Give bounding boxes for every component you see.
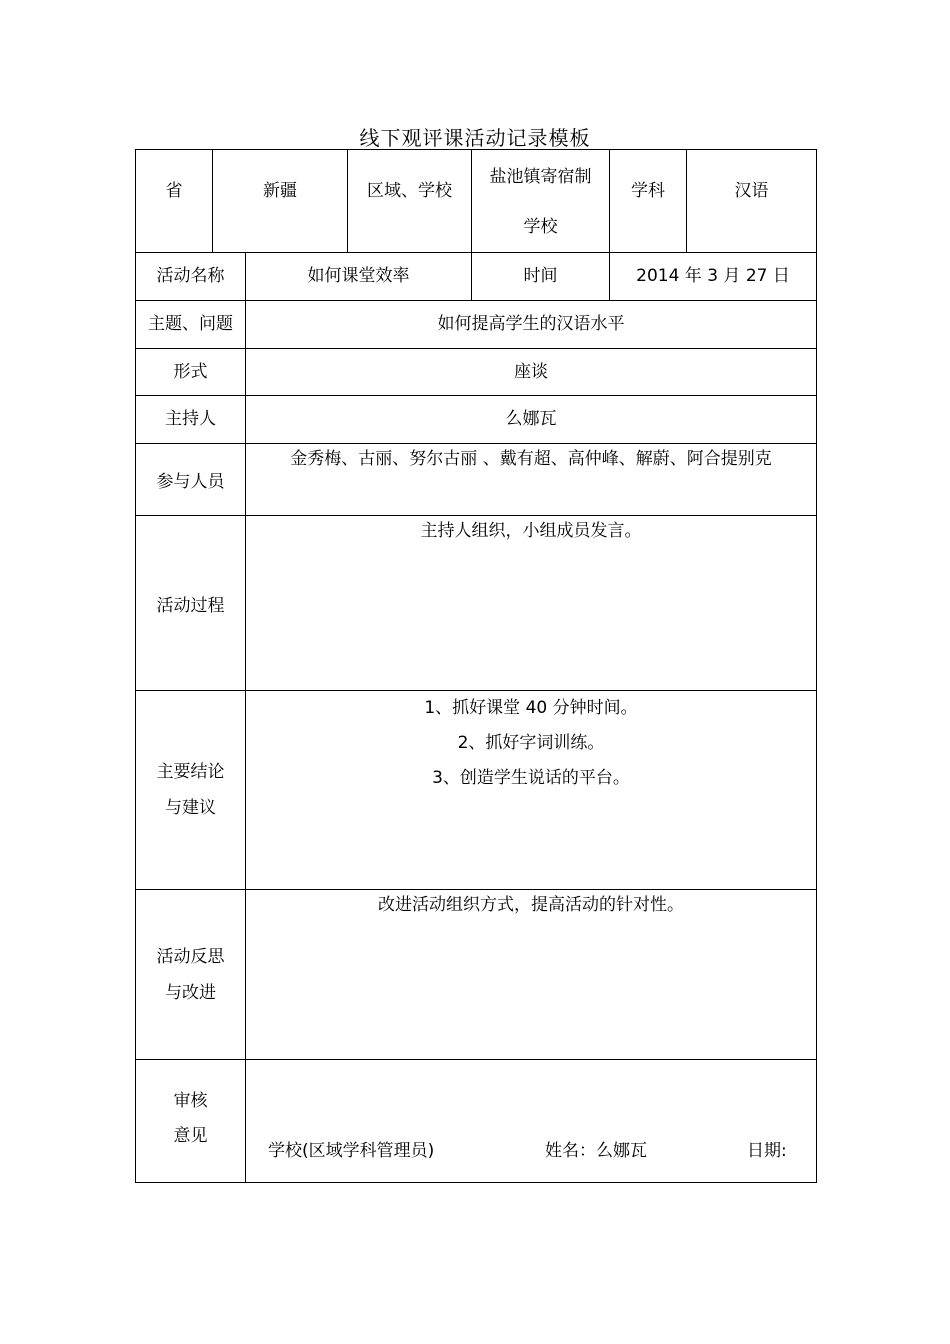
review-date-label: 日期:: [747, 1141, 787, 1161]
province-value: 新疆: [213, 150, 348, 253]
reflection-row: [136, 890, 817, 1060]
reflection-label: [136, 890, 246, 1060]
review-school-label: 学校(区域学科管理员): [268, 1141, 435, 1161]
process-value: 主持人组织，小组成员发言。: [246, 516, 817, 691]
review-name: 姓名：么娜瓦: [545, 1141, 647, 1161]
host-row: [136, 396, 817, 444]
subject-value: 汉语: [687, 150, 817, 253]
conclusion-item: 1、抓好课堂 40 分钟时间。: [424, 698, 638, 718]
school-value-line2: 学校: [523, 217, 558, 237]
conclusions-label-line1: 主要结论: [156, 762, 225, 782]
conclusion-item: 2、抓好字词训练。: [457, 733, 605, 753]
reflection-value: 改进活动组织方式，提高活动的针对性。: [246, 890, 817, 1060]
review-label-line2: 意见: [173, 1126, 208, 1146]
reflection-label-line2: 与改进: [165, 982, 216, 1003]
format-row: [136, 349, 817, 396]
conclusions-list: [246, 691, 817, 890]
format-value: 座谈: [246, 349, 817, 396]
province-label: 省: [136, 150, 213, 253]
reflection-label-line1: 活动反思: [156, 946, 225, 967]
review-label: [136, 1060, 246, 1183]
process-row: [136, 516, 817, 691]
topic-value: 如何提高学生的汉语水平: [246, 301, 817, 349]
record-form-table: [135, 149, 817, 1183]
subject-label: 学科: [610, 150, 687, 253]
activity-name-value: 如何课堂效率: [246, 253, 472, 301]
school-value-line1: 盐池镇寄宿制: [489, 167, 592, 187]
process-label: 活动过程: [136, 516, 246, 691]
time-value: 2014 年 3 月 27 日: [610, 253, 817, 301]
activity-name-label: 活动名称: [136, 253, 246, 301]
topic-row: [136, 301, 817, 349]
conclusions-row: [136, 691, 817, 890]
format-label: 形式: [136, 349, 246, 396]
host-value: 么娜瓦: [246, 396, 817, 444]
conclusions-label: [136, 691, 246, 890]
school-label: 区域、学校: [348, 150, 472, 253]
participants-value: 金秀梅、古丽、努尔古丽 、戴有超、高仲峰、解蔚、阿合提别克: [246, 444, 817, 516]
activity-row: [136, 253, 817, 301]
participants-label: 参与人员: [136, 444, 246, 516]
conclusions-label-line2: 与建议: [165, 798, 216, 818]
review-label-line1: 审核: [173, 1091, 208, 1111]
review-row: [136, 1060, 817, 1183]
school-value: [472, 150, 610, 253]
review-signature-cell: [246, 1060, 817, 1183]
conclusion-item: 3、创造学生说话的平台。: [432, 768, 630, 788]
page-title: 线下观评课活动记录模板: [359, 126, 591, 150]
header-row: [136, 150, 817, 253]
topic-label: 主题、问题: [136, 301, 246, 349]
host-label: 主持人: [136, 396, 246, 444]
time-label: 时间: [472, 253, 610, 301]
participants-row: [136, 444, 817, 516]
